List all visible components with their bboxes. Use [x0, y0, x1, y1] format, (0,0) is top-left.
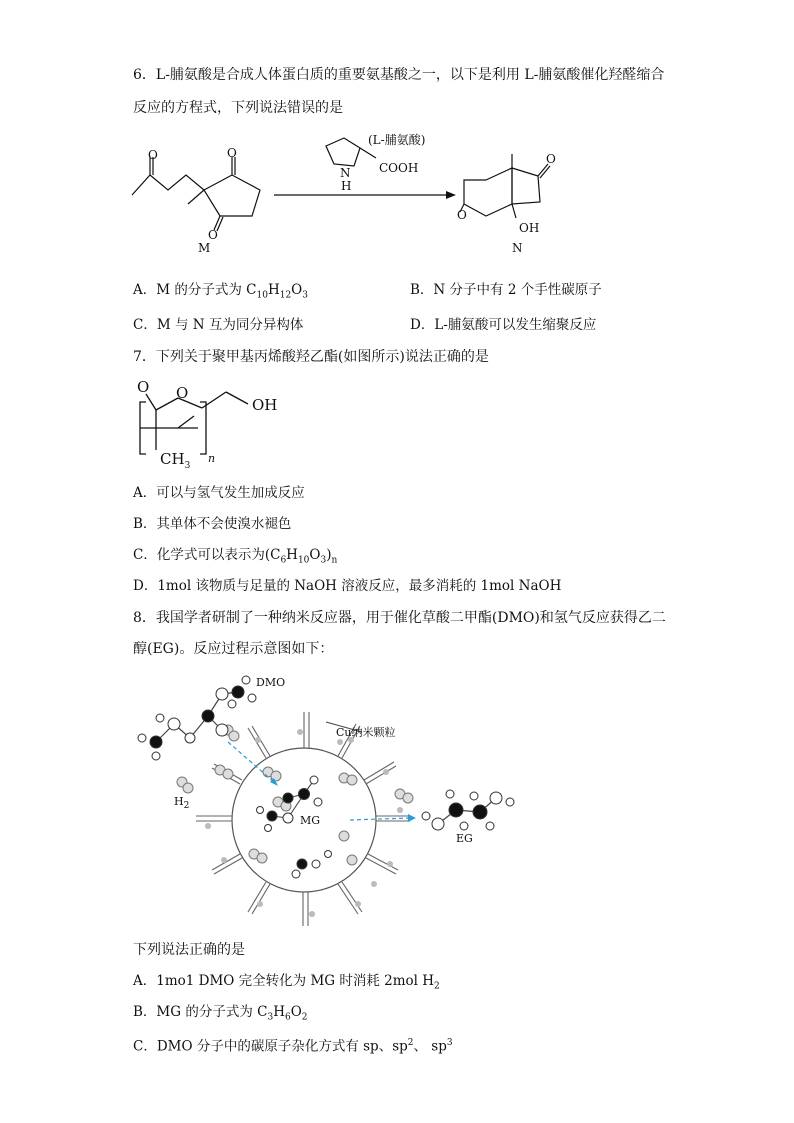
m-ketone-o: O	[148, 148, 158, 162]
label-n-oh: OH	[519, 221, 540, 235]
q6-stem-line2: 反应的方程式，下列说法错误的是	[133, 100, 343, 116]
q7-stem: 7．下列关于聚甲基丙烯酸羟乙酯(如图所示)说法正确的是	[133, 349, 489, 365]
catalyst-cooh: COOH	[379, 161, 419, 175]
q6-option-d[interactable]: D．L-脯氨酸可以发生缩聚反应	[410, 317, 597, 333]
q6-option-c[interactable]: C．M 与 N 互为同分异构体	[133, 317, 304, 333]
q8-option-c[interactable]: C．DMO 分子中的碳原子杂化方式有 sp、$sp^2$、 $sp^3$	[133, 1038, 453, 1055]
label-m: M	[198, 241, 211, 255]
m-ring-o-top: O	[227, 146, 237, 160]
q8-stem-line1: 8．我国学者研制了一种纳米反应器，用于催化草酸二甲酯(DMO)和氢气反应获得乙二	[133, 610, 666, 626]
label-h2: $H_2$	[174, 795, 190, 812]
q7-option-a[interactable]: A．可以与氢气发生加成反应	[133, 485, 305, 501]
q6-option-b[interactable]: B．N 分子中有 2 个手性碳原子	[410, 282, 602, 298]
q7-option-b[interactable]: B．其单体不会使溴水褪色	[133, 516, 292, 532]
polymer-o1: O	[137, 378, 150, 396]
q7-option-c[interactable]: C．化学式可以表示为$(C_6H_{10}O_3)_n$	[133, 547, 338, 566]
polymer-o2: O	[176, 384, 189, 402]
q7-option-d[interactable]: D．1mol 该物质与足量的 NaOH 溶液反应，最多消耗的 1mol NaOH	[133, 578, 562, 594]
polymer-n: n	[208, 452, 216, 465]
label-n: N	[512, 241, 523, 255]
label-cu: Cu纳米颗粒	[336, 726, 396, 739]
m-ring-o-bottom: O	[208, 228, 218, 242]
reaction-arrow	[270, 188, 460, 202]
polymer-oh: OH	[252, 396, 278, 414]
catalyst-h: H	[341, 179, 352, 193]
q8-prompt: 下列说法正确的是	[133, 942, 245, 958]
q6-stem-line1: 6．L-脯氨酸是合成人体蛋白质的重要氨基酸之一，以下是利用 L-脯氨酸催化羟醛缩合	[133, 67, 665, 83]
label-mg: MG	[300, 814, 321, 827]
q8-option-a[interactable]: A．1mo1 DMO 完全转化为 MG 时消耗 2mol $H_2$	[133, 973, 440, 992]
n-ketone-o: O	[546, 152, 556, 166]
q6-option-a[interactable]: A．M 的分子式为 $C_{10}H_{12}O_3$	[133, 282, 308, 301]
label-dmo: DMO	[256, 676, 286, 689]
n-ring-o: O	[457, 208, 467, 222]
catalyst-n: N	[340, 166, 351, 180]
label-eg: EG	[456, 832, 473, 845]
polymer-ch3: $CH_3$	[160, 450, 191, 471]
q8-option-b[interactable]: B．MG 的分子式为 $C_3H_6O_2$	[133, 1004, 308, 1023]
q8-stem-line2: 醇(EG)。反应过程示意图如下：	[133, 641, 334, 657]
catalyst-label: (L-脯氨酸)	[368, 133, 426, 147]
